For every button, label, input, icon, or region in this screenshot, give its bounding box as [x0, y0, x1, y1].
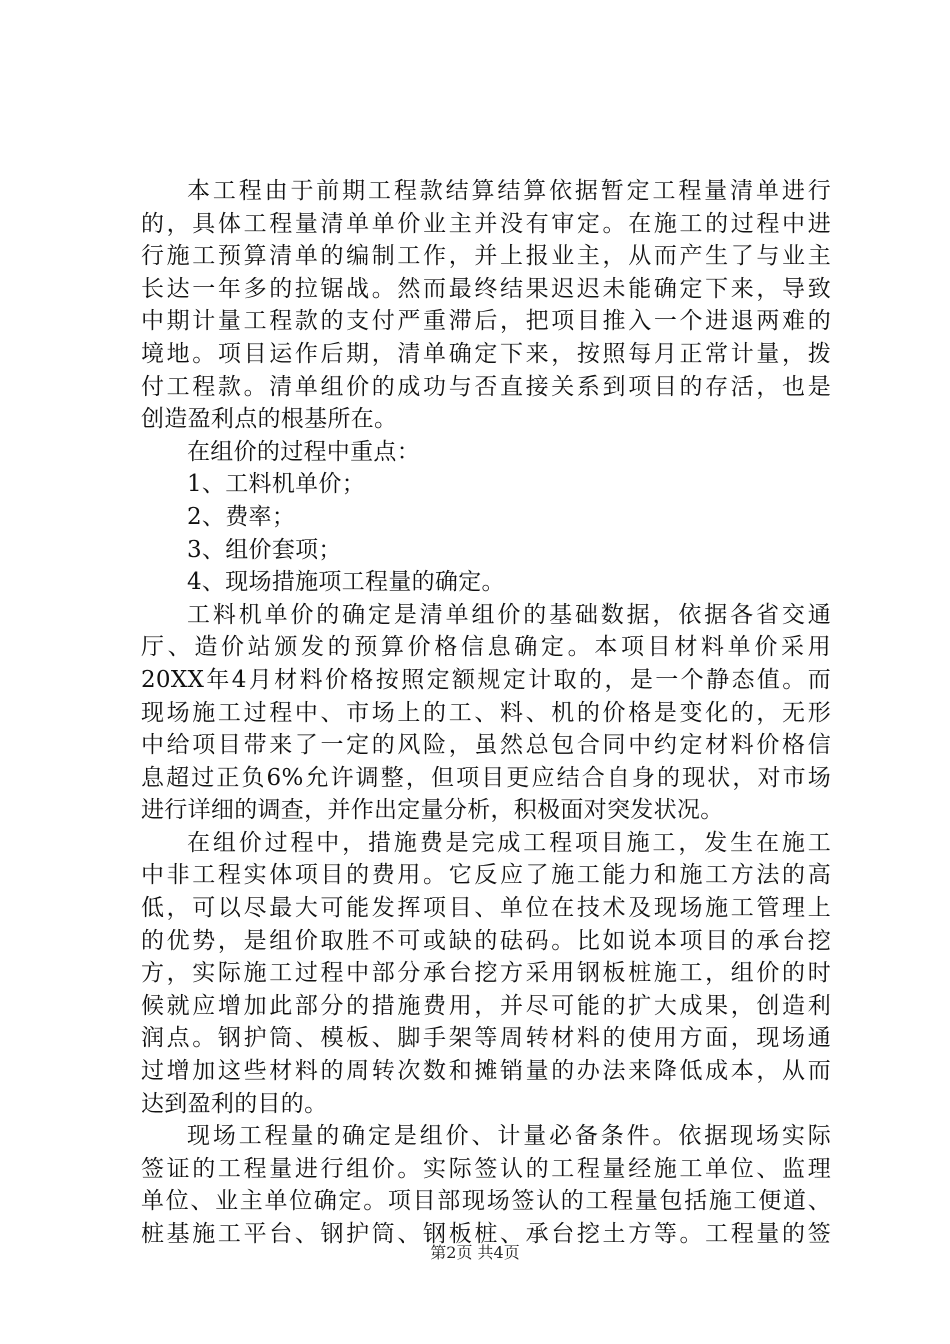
text-line: 候就应增加此部分的措施费用，并尽可能的扩大成果，创造利	[141, 992, 831, 1019]
text-line: 的，具体工程量清单单价业主并没有审定。在施工的过程中进	[141, 210, 831, 237]
text-line: 中给项目带来了一定的风险，虽然总包合同中约定材料价格信	[141, 732, 831, 759]
text-line: 中期计量工程款的支付严重滞后，把项目推入一个进退两难的	[141, 308, 831, 335]
text-line: 20XX年4月材料价格按照定额规定计取的，是一个静态值。而	[141, 666, 831, 693]
text-line: 在组价的过程中重点：	[187, 438, 420, 465]
text-line: 过增加这些材料的周转次数和摊销量的办法来降低成本，从而	[141, 1058, 831, 1085]
text-line: 润点。钢护筒、模板、脚手架等周转材料的使用方面，现场通	[141, 1025, 831, 1052]
text-line: 现场施工过程中、市场上的工、料、机的价格是变化的，无形	[141, 699, 831, 726]
text-line: 现场工程量的确定是组价、计量必备条件。依据现场实际	[187, 1123, 831, 1150]
list-item: 4、现场措施项工程量的确定。	[187, 569, 505, 596]
text-line: 进行详细的调查，并作出定量分析，积极面对突发状况。	[141, 797, 724, 824]
text-line: 单位、业主单位确定。项目部现场签认的工程量包括施工便道、	[141, 1188, 831, 1215]
list-item: 3、组价套项；	[187, 536, 342, 563]
text-line: 厅、造价站颁发的预算价格信息确定。本项目材料单价采用	[141, 634, 831, 661]
text-line: 的优势，是组价取胜不可或缺的砝码。比如说本项目的承台挖	[141, 927, 831, 954]
text-line: 在组价过程中，措施费是完成工程项目施工，发生在施工	[187, 829, 831, 856]
page-number: 第2页 共4页	[430, 1243, 520, 1262]
text-line: 工料机单价的确定是清单组价的基础数据，依据各省交通	[187, 601, 831, 628]
text-line: 本工程由于前期工程款结算结算依据暂定工程量清单进行	[187, 178, 831, 204]
list-item: 2、费率；	[187, 503, 296, 530]
text-line: 方，实际施工过程中部分承台挖方采用钢板桩施工，组价的时	[141, 960, 831, 987]
text-line: 创造盈利点的根基所在。	[141, 406, 398, 433]
text-line: 签证的工程量进行组价。实际签认的工程量经施工单位、监理	[141, 1155, 831, 1182]
text-line: 境地。项目运作后期，清单确定下来，按照每月正常计量，拨	[141, 340, 831, 367]
text-line: 桩基施工平台、钢护筒、钢板桩、承台挖土方等。工程量的签	[141, 1221, 831, 1247]
text-line: 中非工程实体项目的费用。它反应了施工能力和施工方法的高	[141, 862, 831, 889]
text-line: 息超过正负6%允许调整，但项目更应结合自身的现状，对市场	[141, 764, 831, 791]
page-footer	[0, 1242, 950, 1264]
text-line: 长达一年多的拉锯战。然而最终结果迟迟未能确定下来，导致	[141, 275, 831, 302]
text-line: 行施工预算清单的编制工作，并上报业主，从而产生了与业主	[141, 243, 831, 270]
text-line: 低，可以尽最大可能发挥项目、单位在技术及现场施工管理上	[141, 895, 831, 922]
text-line: 付工程款。清单组价的成功与否直接关系到项目的存活，也是	[141, 373, 831, 400]
document-body	[141, 175, 831, 1251]
text-line: 达到盈利的目的。	[141, 1090, 328, 1117]
list-item: 1、工料机单价；	[187, 471, 366, 498]
